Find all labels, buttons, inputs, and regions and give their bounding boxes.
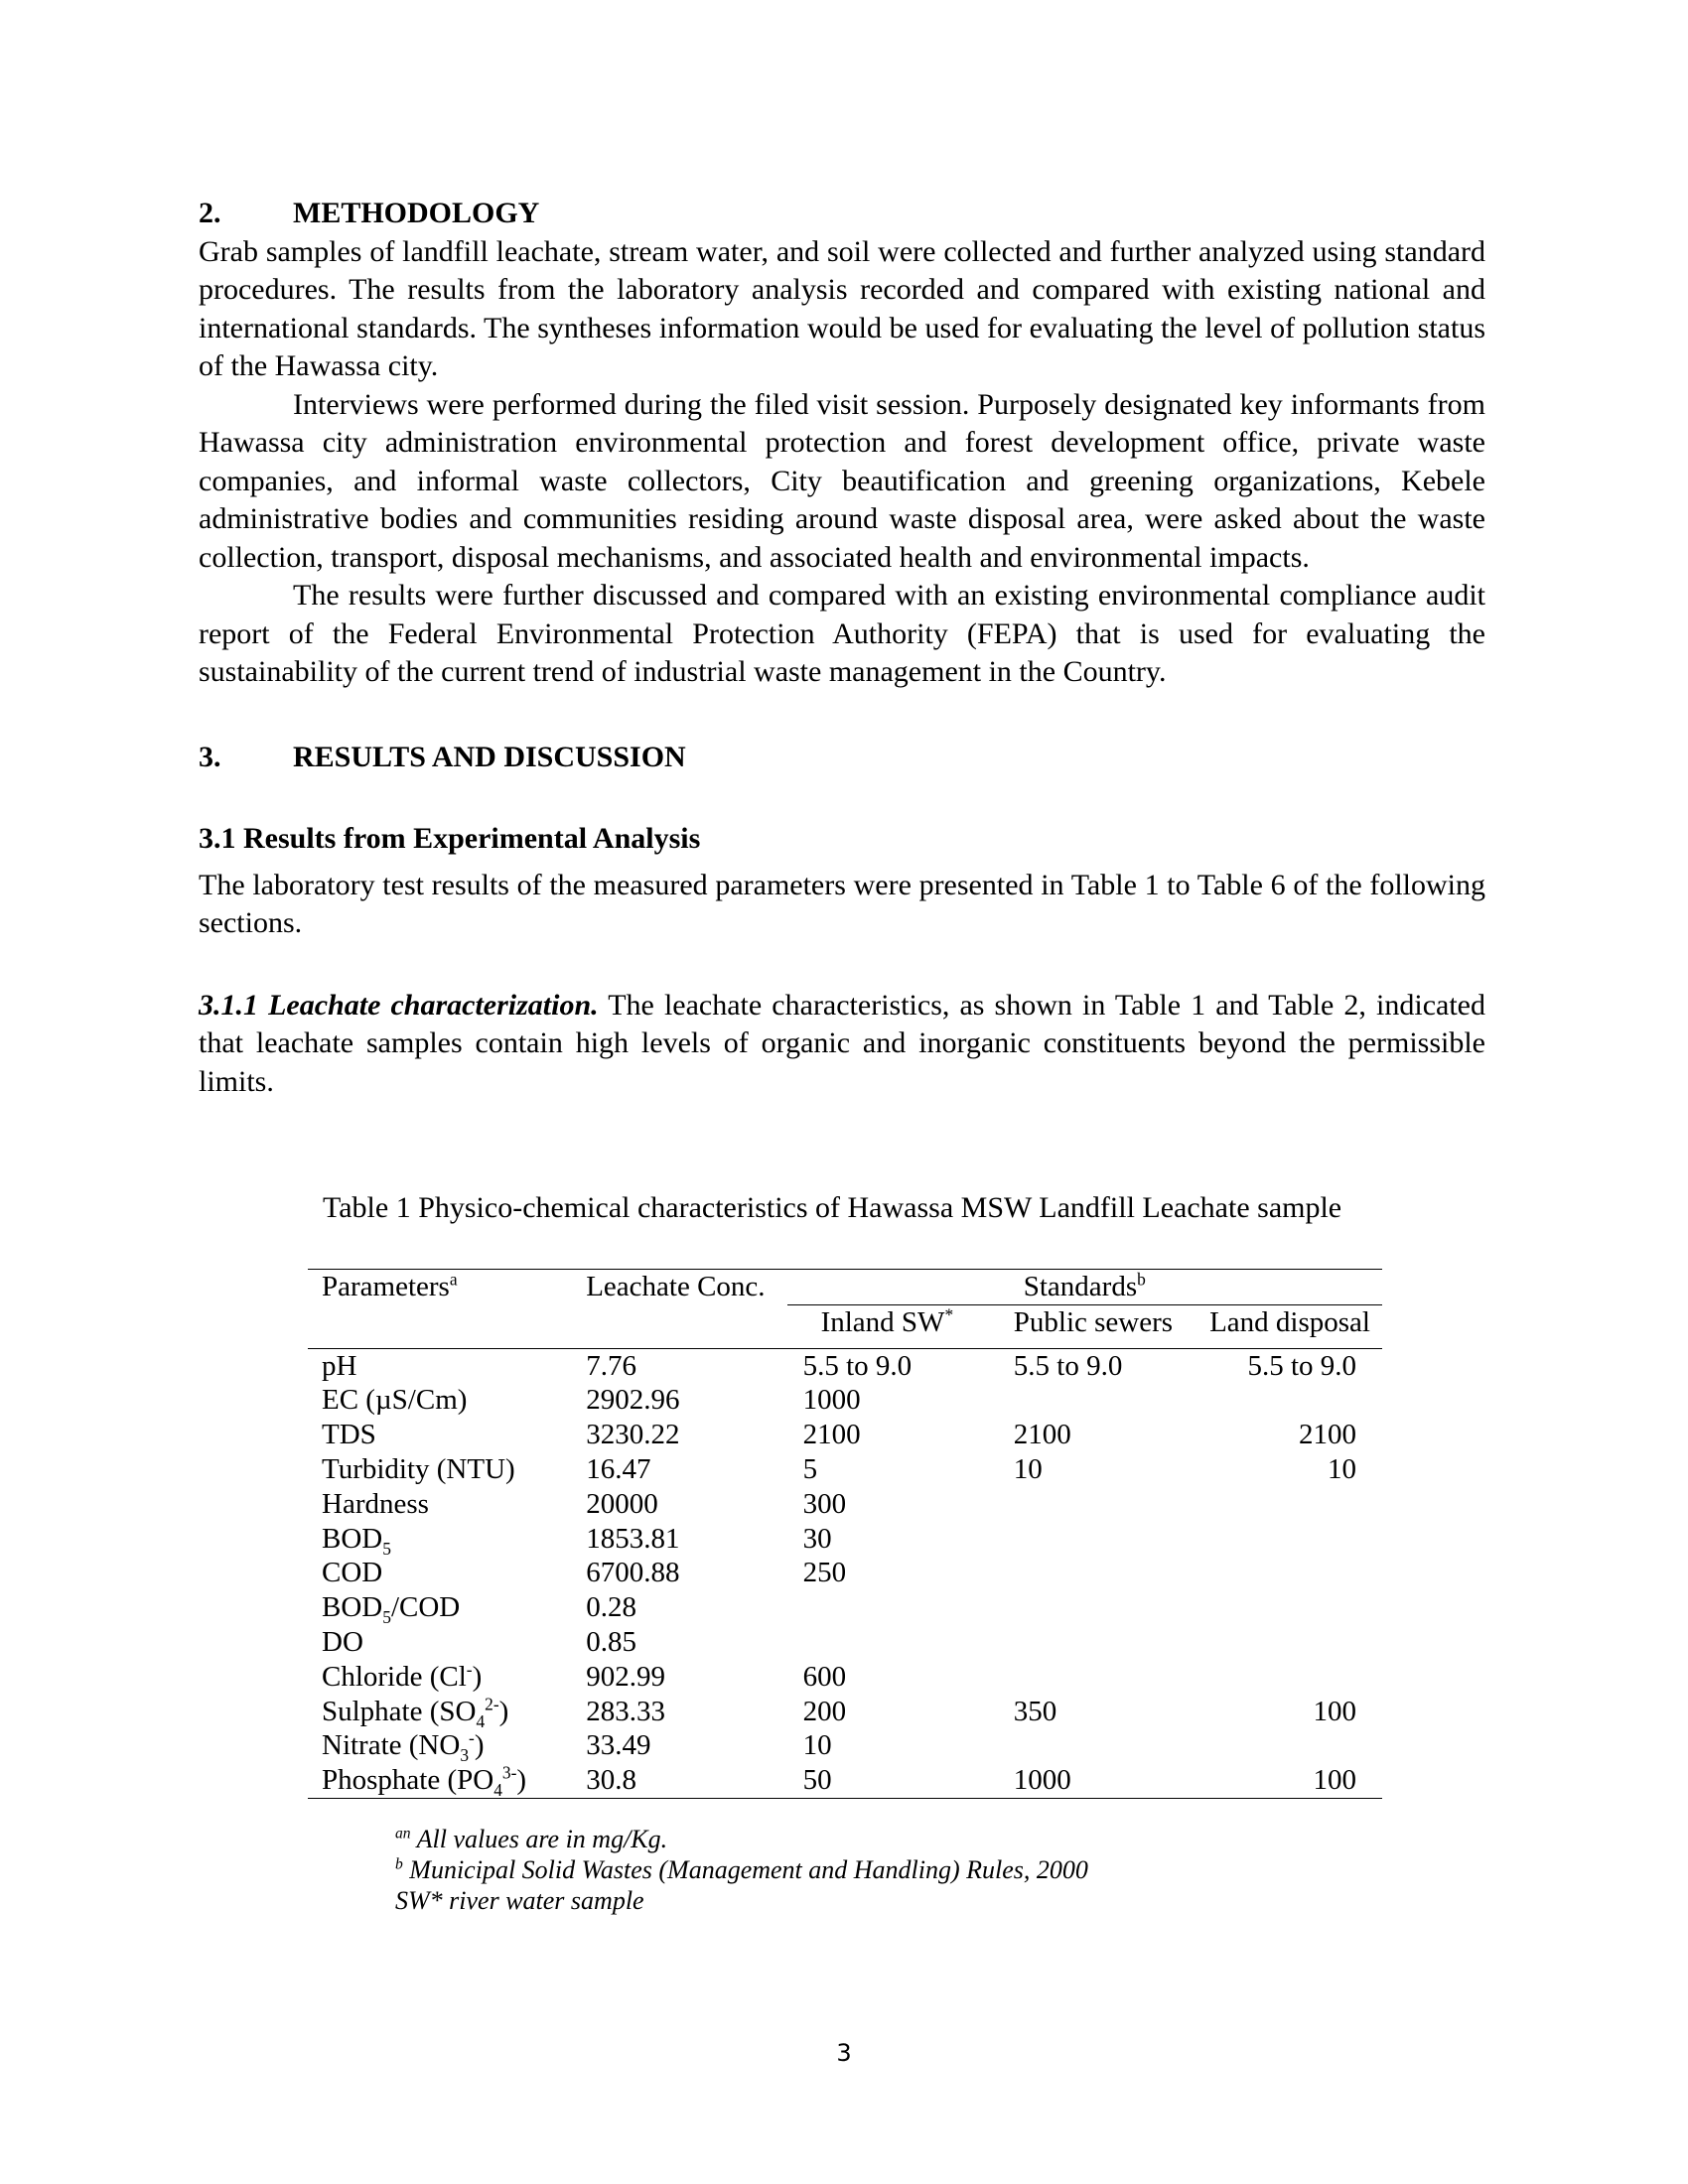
header-sewers: Public sewers	[1013, 1305, 1174, 1338]
cell-parameter: Sulphate $(SO_4^{2-})$	[322, 1693, 509, 1731]
table-row	[308, 1695, 1382, 1729]
cell-sewers	[1006, 1383, 1209, 1418]
table-body	[308, 1348, 1382, 1798]
cell-conc: 7.76	[586, 1349, 636, 1382]
cell-conc: 283.33	[586, 1695, 665, 1727]
table-row	[308, 1348, 1382, 1383]
cell-land: 10	[1328, 1452, 1356, 1485]
page-number: 3	[836, 2039, 852, 2067]
cell-inland: 200	[802, 1695, 847, 1727]
cell-sewers: 1000	[1006, 1763, 1209, 1798]
cell-land	[1209, 1625, 1382, 1660]
header-standards: Standards$^b$	[787, 1270, 1382, 1305]
cell-sewers: 2100	[1013, 1419, 1071, 1451]
cell-conc: 2902.96	[586, 1384, 680, 1417]
cell-sewers	[1006, 1590, 1209, 1625]
table-caption: Table 1 Physico-chemical characteristics of Hawassa MSW Landfill Leachate sample	[323, 1191, 1342, 1224]
table-row	[308, 1487, 1382, 1522]
cell-conc: 30.8	[578, 1763, 786, 1798]
cell-parameter: Nitrate $(NO_3^-)$	[322, 1727, 485, 1766]
cell-conc: 3230.22	[586, 1419, 680, 1451]
cell-land	[1209, 1487, 1382, 1522]
cell-conc: 902.99	[586, 1660, 665, 1693]
cell-sewers	[1006, 1556, 1209, 1590]
paragraph: Grab samples of landfill leachate, stream water, and soil were collected and further analyzed using standard procedures. The results from the laboratory analysis recorded and compared with existing national and international standards. The syntheses information would be used for evaluating the level of pollution status of the Hawassa city.	[199, 234, 1485, 382]
cell-parameter: Chloride (Cl-)	[322, 1659, 483, 1693]
paragraph: The results were further discussed and compared with an existing environmental compliance audit report of the Federal Environmental Protection Authority (FEPA) that is used for evaluating the sustainability of the current trend of industrial waste management in the Country.	[199, 579, 1485, 688]
subsection-heading: 3.1 Results from Experimental Analysis	[199, 822, 701, 855]
cell-inland: 5.5 to 9.0	[802, 1349, 913, 1382]
note-units: $^{an}$ All values are in mg/Kg.	[395, 1825, 668, 1853]
cell-parameter: Hardness	[322, 1487, 429, 1520]
header-conc: Leachate Conc.	[578, 1270, 786, 1305]
cell-inland	[787, 1625, 1006, 1660]
cell-land	[1209, 1660, 1382, 1695]
cell-inland: 300	[802, 1487, 847, 1520]
cell-conc: 33.49	[586, 1729, 651, 1762]
cell-parameter: $BOD_5$	[322, 1522, 391, 1559]
table-row	[308, 1556, 1382, 1590]
run-in-heading: 3.1.1 Leachate characterization.	[199, 988, 599, 1022]
table-row	[308, 1625, 1382, 1660]
table-row	[308, 1763, 1382, 1798]
cell-parameter: Turbidity (NTU)	[322, 1452, 515, 1485]
cell-sewers	[1006, 1487, 1209, 1522]
paragraph-text: The leachate characteristics, as shown in Table 1 and Table 2, indicated that leachate samples contain high levels of organic and inorganic constituents beyond the permissible limits.	[199, 988, 1485, 1098]
cell-parameter: Phosphate $(PO_4^{3-})$	[308, 1763, 578, 1798]
cell-parameter: $BOD_5$/COD	[322, 1591, 461, 1627]
page-body	[199, 195, 1485, 1101]
cell-inland: 2100	[802, 1419, 861, 1451]
table-row	[308, 1590, 1382, 1625]
cell-conc: 0.85	[586, 1625, 636, 1658]
cell-sewers	[1006, 1660, 1209, 1695]
table-header-row	[308, 1270, 1382, 1305]
cell-land	[1209, 1522, 1382, 1557]
header-inland: Inland SW*	[820, 1304, 954, 1338]
section-title: METHODOLOGY	[293, 197, 540, 229]
table-row	[308, 1452, 1382, 1487]
cell-parameter: TDS	[322, 1419, 376, 1451]
cell-sewers: 350	[1013, 1695, 1057, 1727]
section-heading-results	[199, 739, 1485, 777]
cell-sewers: 5.5 to 9.0	[1013, 1349, 1123, 1382]
cell-land: 2100	[1299, 1419, 1356, 1451]
cell-sewers	[1006, 1522, 1209, 1557]
cell-inland: 1000	[802, 1384, 861, 1417]
header-land: Land disposal	[1209, 1305, 1370, 1338]
cell-inland: 30	[802, 1522, 832, 1555]
table-row	[308, 1660, 1382, 1695]
cell-parameter: DO	[322, 1625, 363, 1658]
cell-sewers	[1006, 1625, 1209, 1660]
cell-land	[1209, 1590, 1382, 1625]
note-sw: SW* river water sample	[395, 1886, 644, 1915]
cell-sewers: 10	[1013, 1452, 1043, 1485]
table-row	[308, 1522, 1382, 1557]
cell-land: 100	[1209, 1763, 1382, 1798]
cell-inland: 5	[802, 1452, 818, 1485]
cell-conc: 16.47	[586, 1452, 651, 1485]
table-row	[308, 1728, 1382, 1763]
table-row	[308, 1418, 1382, 1452]
cell-land	[1209, 1556, 1382, 1590]
cell-inland: 250	[802, 1557, 847, 1589]
table-notes	[395, 1824, 1088, 1916]
cell-sewers	[1006, 1728, 1209, 1763]
section-heading-methodology	[199, 195, 1485, 233]
leachate-table	[308, 1269, 1382, 1799]
paragraph	[199, 987, 1485, 1102]
table-row	[308, 1383, 1382, 1418]
cell-conc: 20000	[586, 1487, 658, 1520]
cell-inland: 10	[802, 1729, 832, 1762]
cell-land: 100	[1313, 1695, 1356, 1727]
cell-conc: 0.28	[586, 1591, 636, 1624]
cell-land	[1209, 1728, 1382, 1763]
section-number: 2.	[199, 197, 221, 229]
cell-land	[1209, 1383, 1382, 1418]
section-number: 3.	[199, 740, 221, 773]
cell-land: 5.5 to 9.0	[1247, 1349, 1356, 1382]
paragraph: Interviews were performed during the filed visit session. Purposely designated key informants from Hawassa city administration environmental protection and forest development office, private waste companies, and informal waste collectors, City beautification and greening organizations, Kebele administrative bodies and communities residing around waste disposal area, were asked about the waste collection, transport, disposal mechanisms, and associated health and environmental impacts.	[199, 387, 1485, 574]
header-parameters: Parameters$^a$	[308, 1270, 578, 1305]
table-subheader-row	[308, 1304, 1382, 1339]
cell-parameter: pH	[322, 1349, 357, 1382]
cell-parameter: COD	[322, 1557, 383, 1589]
cell-parameter: EC (µS/Cm)	[322, 1384, 468, 1417]
cell-inland: 600	[802, 1660, 847, 1693]
cell-conc: 1853.81	[586, 1522, 680, 1555]
cell-inland: 50	[787, 1763, 1006, 1798]
note-source: $^b$ Municipal Solid Wastes (Management and Handling) Rules, 2000	[395, 1855, 1088, 1884]
cell-conc: 6700.88	[586, 1557, 680, 1589]
paragraph: The laboratory test results of the measured parameters were presented in Table 1 to Table 6 of the following sections.	[199, 868, 1485, 939]
cell-inland	[787, 1590, 1006, 1625]
section-title: RESULTS AND DISCUSSION	[293, 740, 686, 773]
